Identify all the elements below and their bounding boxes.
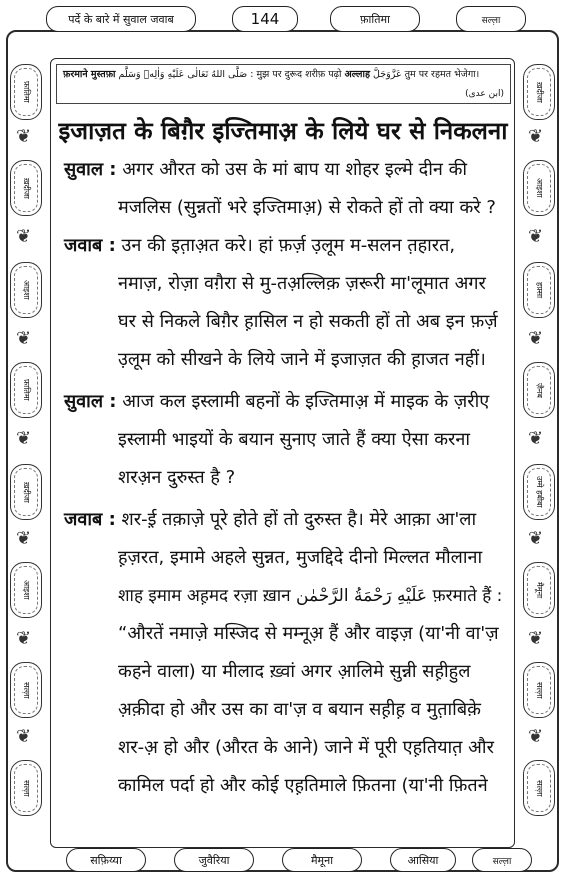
- vine-ornament-icon: ❦: [16, 126, 32, 147]
- side-ornament: सल्ल़ा: [10, 760, 42, 816]
- header-book-title: पर्दे के बारे में सुवाल जवाब: [46, 6, 196, 32]
- line-text: शाह इमाम अह़मद रज़ा ख़ान عَلَيْهِ رَحْمَةُ الرَّحْمٰن फ़रमाते हैं :: [118, 586, 503, 606]
- footer-label: मैमूना: [282, 848, 362, 872]
- footer-label: सफ़िय्या: [66, 848, 146, 872]
- text-line: [64, 502, 504, 538]
- side-ornament: आइशा: [10, 262, 42, 318]
- header-corner-label: सल्ल़ा: [456, 6, 526, 32]
- side-ornament: सल्ल़ा: [523, 760, 555, 816]
- farmaan-allah: अल्लाह: [344, 69, 371, 80]
- line-text: इस्लामी भाइयों के बयान सुनाए जाते हैं क्या ऐसा करना: [118, 429, 471, 450]
- text-line: [118, 692, 504, 728]
- line-text: अगर औरत को उस के मां बाप या शोहर इल्मे दीन की: [122, 159, 468, 180]
- line-text: ह़ज़रत, इमामे अहले सुन्नत, मुजद्दिदे दीनो मिल्लत मौलाना: [118, 547, 483, 568]
- side-ornament: आइशा: [10, 562, 42, 618]
- line-text: उ़लूम को सीखने के लिये जाने में इजाज़त की ह़ाजत नहीं।: [118, 349, 486, 370]
- side-ornament: सल्ल़ा: [523, 662, 555, 718]
- line-text: शर-ई़ तक़ाज़े पूरे होते हों तो दुरुस्त है। मेरे आक़ा आ'ला: [121, 509, 477, 530]
- vine-ornament-icon: ❦: [16, 726, 32, 747]
- line-text: शरअ़न दुरुस्त है ?: [118, 467, 236, 488]
- text-line: [118, 342, 504, 378]
- side-ornament: ज़ैनब: [523, 362, 555, 418]
- line-text: आज कल इस्लामी बहनों के इज्तिमाअ़ में माइक के ज़रीए: [122, 391, 490, 412]
- text-line: [118, 578, 504, 614]
- question-label: सुवाल :: [64, 159, 117, 180]
- line-text: शर-अ़ हो और (औरत के आने) जाने में पूरी एह़तियात़ और: [118, 737, 494, 758]
- side-ornament: आइशा: [523, 160, 555, 216]
- page-number: 144: [232, 6, 298, 32]
- vine-ornament-icon: ❦: [528, 726, 544, 747]
- text-line: [64, 152, 504, 188]
- vine-ornament-icon: ❦: [528, 328, 544, 349]
- line-text: “औरतें नमाज़े मस्जिद से मम्नूअ़ हैं और वाइज़ (या'नी वा'ज़: [118, 623, 499, 644]
- side-ornament: फ़ातिमा: [10, 362, 42, 418]
- side-ornament: उम्मे हबीबा: [523, 464, 555, 520]
- question-label: सुवाल :: [64, 391, 117, 412]
- text-line: [118, 460, 504, 496]
- footer-corner-label: सल्ल़ा: [472, 848, 532, 872]
- text-line: [64, 384, 504, 420]
- vine-ornament-icon: ❦: [528, 528, 544, 549]
- farmaan-heading: फ़रमाने मुस्तफ़ा: [63, 69, 116, 80]
- text-line: [118, 616, 504, 652]
- vine-ornament-icon: ❦: [16, 226, 32, 247]
- farmaan-text-end: عَزَّوَجَلَّ तुम पर रहमत भेजेगा।: [373, 69, 480, 80]
- text-line: [118, 730, 504, 766]
- line-text: कामिल पर्दा हो और कोई एह़तिमाले फ़ितना (या'नी फ़ितने: [118, 775, 488, 796]
- line-text: कहने वाला) या मीलाद ख़्वां अगर आ़लिमे सुन्नी सह़ीहुल: [118, 661, 471, 682]
- line-text: उन की इत़ाअ़त करे। हां फ़र्ज़ उ़लूम म-सलन त़हारत,: [121, 235, 456, 256]
- line-text: अ़क़ीदा हो और उस का वा'ज़ व बयान सह़ीह़ व मुत़ाबिक़े: [118, 699, 481, 720]
- farmaan-text: : मुझ पर दुरूद शरीफ़ पढ़ो: [250, 69, 342, 80]
- vine-ornament-icon: ❦: [16, 328, 32, 349]
- vine-ornament-icon: ❦: [528, 226, 544, 247]
- side-ornament: ख़दीजा: [523, 64, 555, 120]
- text-line: [64, 228, 504, 264]
- farmaan-box: [56, 64, 511, 104]
- vine-ornament-icon: ❦: [16, 628, 32, 649]
- farmaan-salawat: صَلَّى اللهُ تَعَالٰى عَلَيْهِ وَاٰلِهٖ وَسَلَّم: [118, 69, 248, 80]
- text-line: [118, 304, 504, 340]
- section-title: इजाज़त के बिग़ैर इज्तिमाअ़ के लिये घर से निकलना: [58, 117, 508, 145]
- line-text: नमाज़, रोज़ा वग़ैरा से मु-तअ़ल्लिक़ ज़रूरी मा'लूमात अगर: [118, 273, 486, 294]
- vine-ornament-icon: ❦: [528, 628, 544, 649]
- text-line: [118, 266, 504, 302]
- side-ornament: सल्ल़ा: [10, 662, 42, 718]
- vine-ornament-icon: ❦: [16, 428, 32, 449]
- side-ornament: मैमूना: [523, 562, 555, 618]
- header-ornament-label: फ़ातिमा: [330, 6, 420, 32]
- line-text: मजलिस (सुन्नतों भरे इज्तिमाअ़) से रोकते हों तो क्या करे ?: [118, 197, 496, 218]
- text-line: [118, 540, 504, 576]
- text-line: [118, 422, 504, 458]
- text-line: [118, 190, 504, 226]
- text-line: [118, 768, 504, 804]
- vine-ornament-icon: ❦: [16, 528, 32, 549]
- side-ornament: ख़दीजा: [10, 464, 42, 520]
- answer-label: जवाब :: [64, 235, 116, 256]
- side-ornament: हफ़्सा: [523, 262, 555, 318]
- footer-label: जुवैरिया: [174, 848, 254, 872]
- vine-ornament-icon: ❦: [528, 428, 544, 449]
- side-ornament: फ़ातिमा: [10, 64, 42, 120]
- text-line: [118, 654, 504, 690]
- farmaan-source: (ابن عدی): [465, 89, 504, 99]
- side-ornament: ख़दीजा: [10, 160, 42, 216]
- line-text: घर से निकले बिग़ैर ह़ासिल न हो सकती हों तो अब इन फ़र्ज़: [118, 311, 498, 332]
- vine-ornament-icon: ❦: [528, 126, 544, 147]
- footer-label: आसिया: [390, 848, 456, 872]
- answer-label: जवाब :: [64, 509, 116, 530]
